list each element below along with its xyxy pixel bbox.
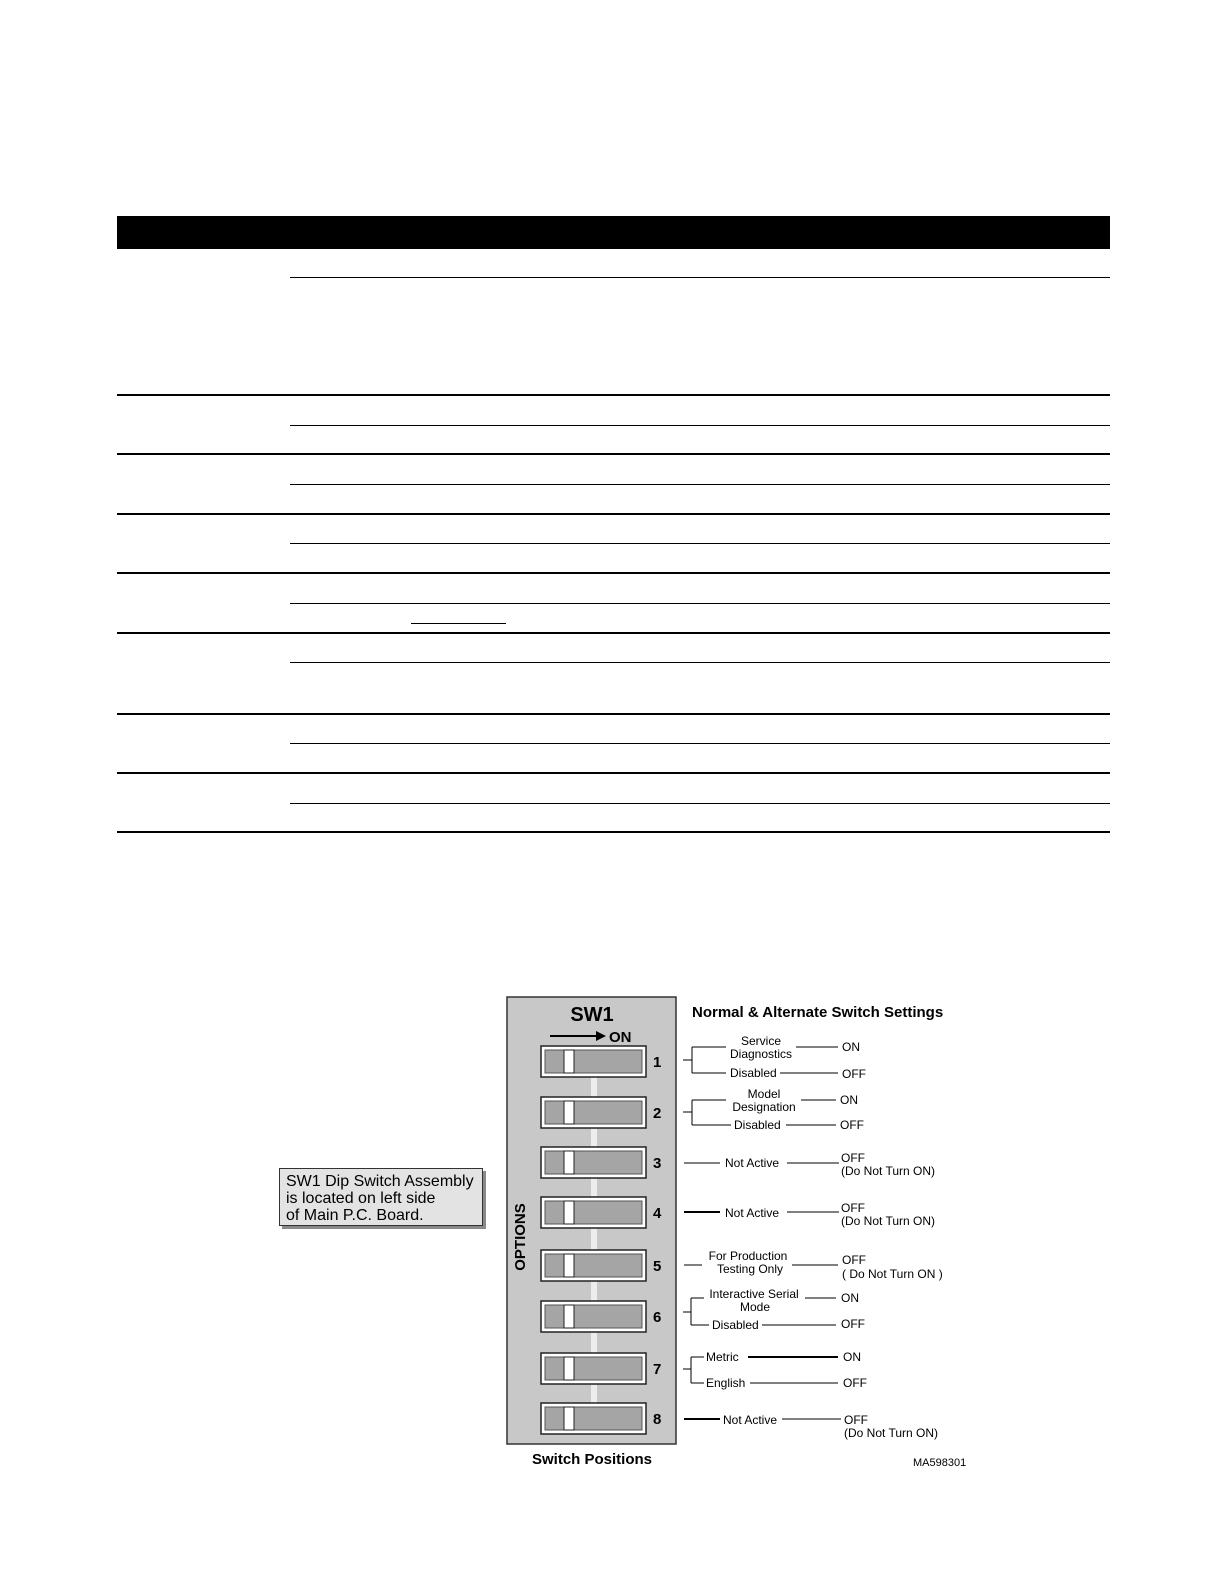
switch-number: 6 (653, 1309, 662, 1326)
switch-4 (541, 1197, 662, 1228)
figure-id: MA598301 (913, 1457, 967, 1469)
switch-slot (545, 1151, 642, 1174)
setting-state: OFF (841, 1317, 865, 1331)
switch-1-settings (683, 1034, 866, 1081)
setting-state: OFF (843, 1376, 867, 1390)
switch-6-settings (683, 1287, 865, 1332)
bracket-connector (683, 1357, 704, 1383)
switch-number: 8 (653, 1411, 662, 1428)
setting-note: (Do Not Turn ON) (844, 1426, 939, 1440)
setting-label: Interactive Serial (709, 1287, 799, 1301)
switch-slot (545, 1101, 642, 1124)
setting-state: ON (842, 1040, 860, 1054)
switch-toggle (564, 1305, 574, 1328)
setting-state: OFF (842, 1253, 866, 1267)
switch-1 (541, 1046, 661, 1077)
on-label: ON (609, 1029, 632, 1046)
switch-5 (541, 1250, 661, 1281)
switch-toggle (564, 1201, 574, 1224)
callout-line: is located on left side (286, 1190, 436, 1207)
switch-2 (541, 1097, 661, 1128)
switch-slot (545, 1201, 642, 1224)
switch-3 (541, 1147, 661, 1178)
setting-label: Service (740, 1034, 782, 1048)
switch-number: 1 (653, 1054, 662, 1071)
setting-label: English (706, 1376, 746, 1390)
switch-toggle (564, 1050, 574, 1073)
switch-toggle (564, 1254, 574, 1277)
setting-label: Disabled (734, 1118, 781, 1132)
setting-state: ON (841, 1291, 859, 1305)
switch-5-settings (684, 1249, 943, 1281)
switch-number: 7 (653, 1361, 662, 1378)
setting-note: (Do Not Turn ON) (841, 1164, 936, 1178)
switch-number: 5 (653, 1258, 662, 1275)
setting-label: Diagnostics (729, 1047, 793, 1061)
setting-label: Model (747, 1087, 781, 1101)
switch-6 (541, 1301, 661, 1332)
switch-slot (545, 1050, 642, 1073)
switch-toggle (564, 1101, 574, 1124)
switch-slot (545, 1357, 642, 1380)
setting-label-full (0, 0, 1, 1)
switch-number: 2 (653, 1105, 662, 1122)
setting-label: Disabled (712, 1318, 759, 1332)
bracket-connector (683, 1298, 709, 1325)
setting-label: For Production (708, 1249, 788, 1263)
switch-toggle (564, 1151, 574, 1174)
setting-state: OFF (842, 1067, 866, 1081)
callout-line: of Main P.C. Board. (286, 1207, 424, 1224)
setting-label: Mode (739, 1300, 771, 1314)
switch-toggle (564, 1357, 574, 1380)
switch-8-settings (684, 1413, 938, 1440)
switch-4-settings (684, 1201, 935, 1228)
setting-state: ON (840, 1093, 858, 1107)
switch-3-settings (684, 1151, 935, 1178)
switch-slot (545, 1254, 642, 1277)
switch-toggle (564, 1407, 574, 1430)
setting-state: OFF (840, 1118, 864, 1132)
bracket-connector (683, 1100, 731, 1125)
switch-7 (541, 1353, 661, 1384)
setting-note: ( Do Not Turn ON ) (842, 1267, 943, 1281)
switch-8 (541, 1403, 661, 1434)
callout-line: SW1 Dip Switch Assembly (286, 1173, 474, 1190)
setting-label: Not Active (723, 1413, 778, 1427)
bracket-connector (683, 1047, 726, 1073)
settings-heading: Normal & Alternate Switch Settings (692, 1004, 944, 1021)
switch-positions-label: Switch Positions (531, 1451, 653, 1468)
switch-title: SW1 (570, 1004, 614, 1026)
setting-label: Disabled (730, 1066, 777, 1080)
setting-label: Testing Only (716, 1262, 784, 1276)
setting-label: Not Active (725, 1156, 780, 1170)
setting-state: OFF (841, 1201, 865, 1215)
switch-number: 4 (653, 1205, 662, 1222)
setting-note: (Do Not Turn ON) (841, 1214, 936, 1228)
setting-label: Designation (732, 1100, 796, 1114)
setting-state: ON (843, 1350, 861, 1364)
setting-state: OFF (844, 1413, 868, 1427)
switch-7-settings (683, 1350, 867, 1390)
setting-label: Metric (706, 1350, 739, 1364)
switch-slot (545, 1305, 642, 1328)
switch-slot (545, 1407, 642, 1430)
setting-label: Not Active (725, 1206, 780, 1220)
switch-number: 3 (653, 1155, 662, 1172)
options-label: OPTIONS (512, 1203, 529, 1271)
setting-state: OFF (841, 1151, 865, 1165)
switch-2-settings (683, 1087, 864, 1132)
